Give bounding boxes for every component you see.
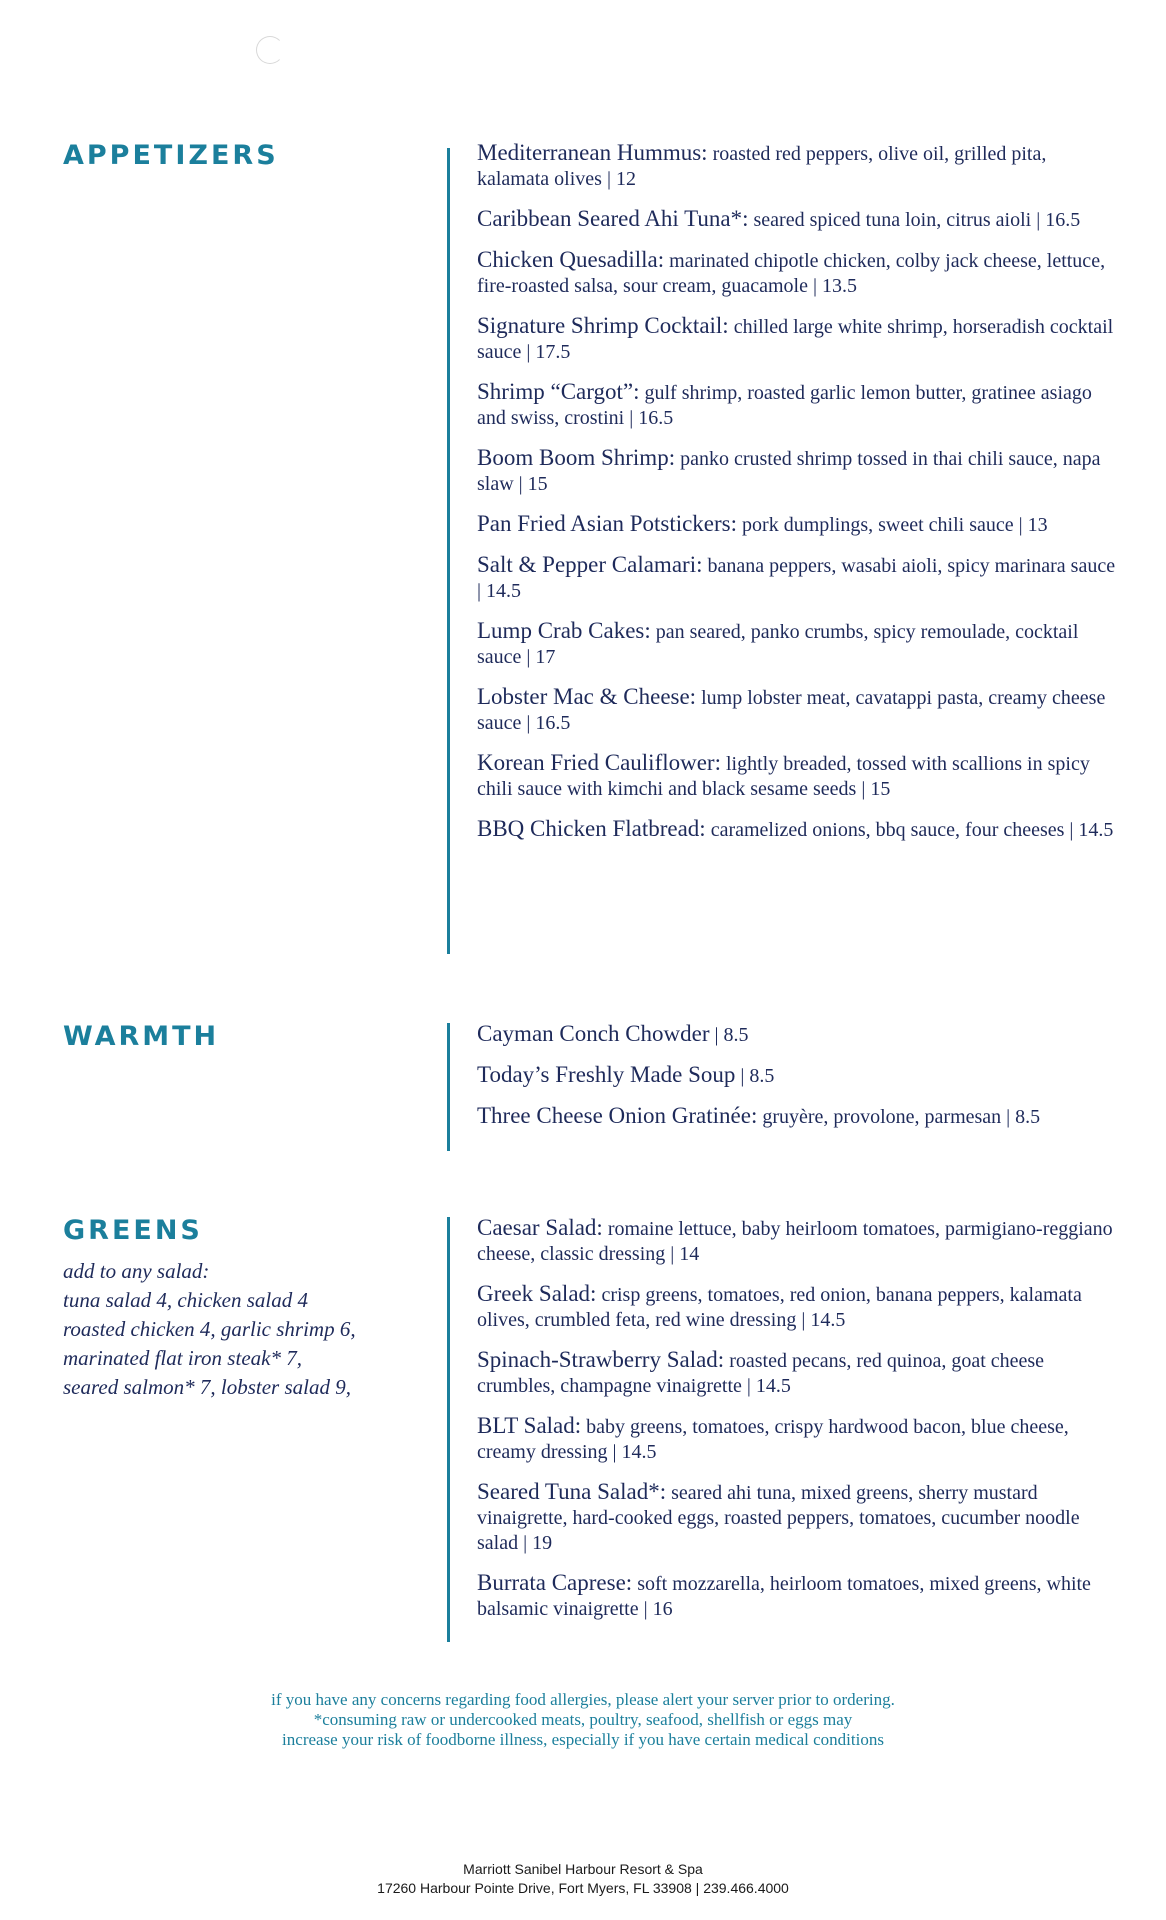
item-description: chilled large white shrimp, horseradish cocktail sauce | 17.5 [477, 316, 1114, 363]
menu-item [477, 379, 1117, 431]
item-description: crisp greens, tomatoes, red onion, banana peppers, kalamata olives, crumbled feta, red wine dressing | 14.5 [477, 1284, 1082, 1331]
item-name: Cayman Conch Chowder [477, 1021, 710, 1046]
item-description: roasted red peppers, olive oil, grilled pita, kalamata olives | 12 [477, 143, 1047, 190]
item-description: roasted pecans, red quinoa, goat cheese crumbles, champagne vinaigrette | 14.5 [477, 1350, 1045, 1397]
item-description: banana peppers, wasabi aioli, spicy marinara sauce | 14.5 [477, 555, 1116, 602]
item-name: Caribbean Seared Ahi Tuna*: [477, 206, 749, 231]
menu-item [477, 247, 1117, 299]
item-description: pork dumplings, sweet chili sauce | 13 [737, 514, 1048, 536]
menu-item [477, 750, 1117, 802]
menu-item [477, 1570, 1117, 1622]
item-name: Korean Fried Cauliflower: [477, 750, 721, 775]
greens-divider [447, 1217, 450, 1642]
item-name: Shrimp “Cargot”: [477, 379, 640, 404]
item-name: Signature Shrimp Cocktail: [477, 313, 729, 338]
add-on-line: marinated flat iron steak* 7, [63, 1346, 302, 1370]
item-description: gulf shrimp, roasted garlic lemon butter, gratinee asiago and swiss, crostini | 16.5 [477, 382, 1092, 429]
menu-item [477, 552, 1117, 604]
add-on-line: roasted chicken 4, garlic shrimp 6, [63, 1317, 356, 1341]
menu-item [477, 445, 1117, 497]
menu-item [477, 1103, 1117, 1130]
item-name: Boom Boom Shrimp: [477, 445, 676, 470]
menu-item [477, 1281, 1117, 1333]
binder-hole-mark [256, 36, 284, 64]
add-on-line: seared salmon* 7, lobster salad 9, [63, 1375, 351, 1399]
item-description: seared spiced tuna loin, citrus aioli | 16.5 [748, 209, 1081, 231]
allergy-line: increase your risk of foodborne illness, especially if you have certain medical conditions [282, 1730, 884, 1749]
allergy-notice [0, 1690, 1166, 1750]
warmth-heading: WARMTH [63, 1021, 220, 1052]
allergy-line: if you have any concerns regarding food allergies, please alert your server prior to ordering. [271, 1690, 895, 1709]
item-description: gruyère, provolone, parmesan | 8.5 [757, 1106, 1041, 1128]
item-name: Caesar Salad: [477, 1215, 603, 1240]
item-name: Spinach-Strawberry Salad: [477, 1347, 725, 1372]
menu-item [477, 1413, 1117, 1465]
allergy-line: *consuming raw or undercooked meats, poultry, seafood, shellfish or eggs may [313, 1710, 853, 1729]
item-description: baby greens, tomatoes, crispy hardwood bacon, blue cheese, creamy dressing | 14.5 [477, 1416, 1069, 1463]
salad-add-ons [63, 1257, 356, 1402]
resort-name: Marriott Sanibel Harbour Resort & Spa [463, 1861, 703, 1877]
warmth-list [477, 1021, 1117, 1144]
item-description: pan seared, panko crumbs, spicy remoulade, cocktail sauce | 17 [477, 621, 1079, 668]
greens-list [477, 1215, 1117, 1636]
item-name: BLT Salad: [477, 1413, 582, 1438]
appetizers-heading: APPETIZERS [63, 140, 279, 171]
item-description: panko crusted shrimp tossed in thai chili sauce, napa slaw | 15 [477, 448, 1101, 495]
item-name: Pan Fried Asian Potstickers: [477, 511, 738, 536]
item-name: Three Cheese Onion Gratinée: [477, 1103, 758, 1128]
warmth-divider [447, 1023, 450, 1151]
item-name: Burrata Caprese: [477, 1570, 633, 1595]
resort-address-block [0, 1860, 1166, 1898]
menu-item [477, 1479, 1117, 1556]
appetizers-list [477, 140, 1117, 857]
item-name: Lobster Mac & Cheese: [477, 684, 697, 709]
item-name: Today’s Freshly Made Soup [477, 1062, 736, 1087]
item-name: Greek Salad: [477, 1281, 597, 1306]
item-description: marinated chipotle chicken, colby jack cheese, lettuce, fire-roasted salsa, sour cream, guacamole | 13.5 [477, 250, 1106, 297]
item-description: caramelized onions, bbq sauce, four cheeses | 14.5 [705, 819, 1114, 841]
item-description: romaine lettuce, baby heirloom tomatoes, parmigiano-reggiano cheese, classic dressing | 14 [477, 1218, 1113, 1265]
item-description: lightly breaded, tossed with scallions in spicy chili sauce with kimchi and black sesame seeds | 15 [477, 753, 1090, 800]
item-name: Lump Crab Cakes: [477, 618, 651, 643]
add-on-line: tuna salad 4, chicken salad 4 [63, 1288, 308, 1312]
greens-heading: GREENS [63, 1215, 203, 1246]
menu-item [477, 618, 1117, 670]
menu-item [477, 140, 1117, 192]
item-description: seared ahi tuna, mixed greens, sherry mustard vinaigrette, hard-cooked eggs, roasted peppers, tomatoes, cucumber noodle salad | 19 [477, 1482, 1080, 1554]
menu-item [477, 1347, 1117, 1399]
menu-item [477, 1062, 1117, 1089]
menu-item [477, 313, 1117, 365]
item-description: soft mozzarella, heirloom tomatoes, mixed greens, white balsamic vinaigrette | 16 [477, 1573, 1091, 1620]
menu-item [477, 1021, 1117, 1048]
item-name: Salt & Pepper Calamari: [477, 552, 703, 577]
menu-item [477, 1215, 1117, 1267]
menu-item [477, 206, 1117, 233]
item-name: BBQ Chicken Flatbread: [477, 816, 706, 841]
item-name: Seared Tuna Salad*: [477, 1479, 667, 1504]
menu-item [477, 511, 1117, 538]
resort-address: 17260 Harbour Pointe Drive, Fort Myers, FL 33908 | 239.466.4000 [377, 1880, 789, 1896]
item-description: | 8.5 [709, 1024, 749, 1046]
menu-item [477, 816, 1117, 843]
add-on-line: add to any salad: [63, 1259, 210, 1283]
item-name: Chicken Quesadilla: [477, 247, 665, 272]
appetizers-divider [447, 148, 450, 954]
menu-item [477, 684, 1117, 736]
item-name: Mediterranean Hummus: [477, 140, 708, 165]
item-description: lump lobster meat, cavatappi pasta, creamy cheese sauce | 16.5 [477, 687, 1106, 734]
item-description: | 8.5 [735, 1065, 775, 1087]
